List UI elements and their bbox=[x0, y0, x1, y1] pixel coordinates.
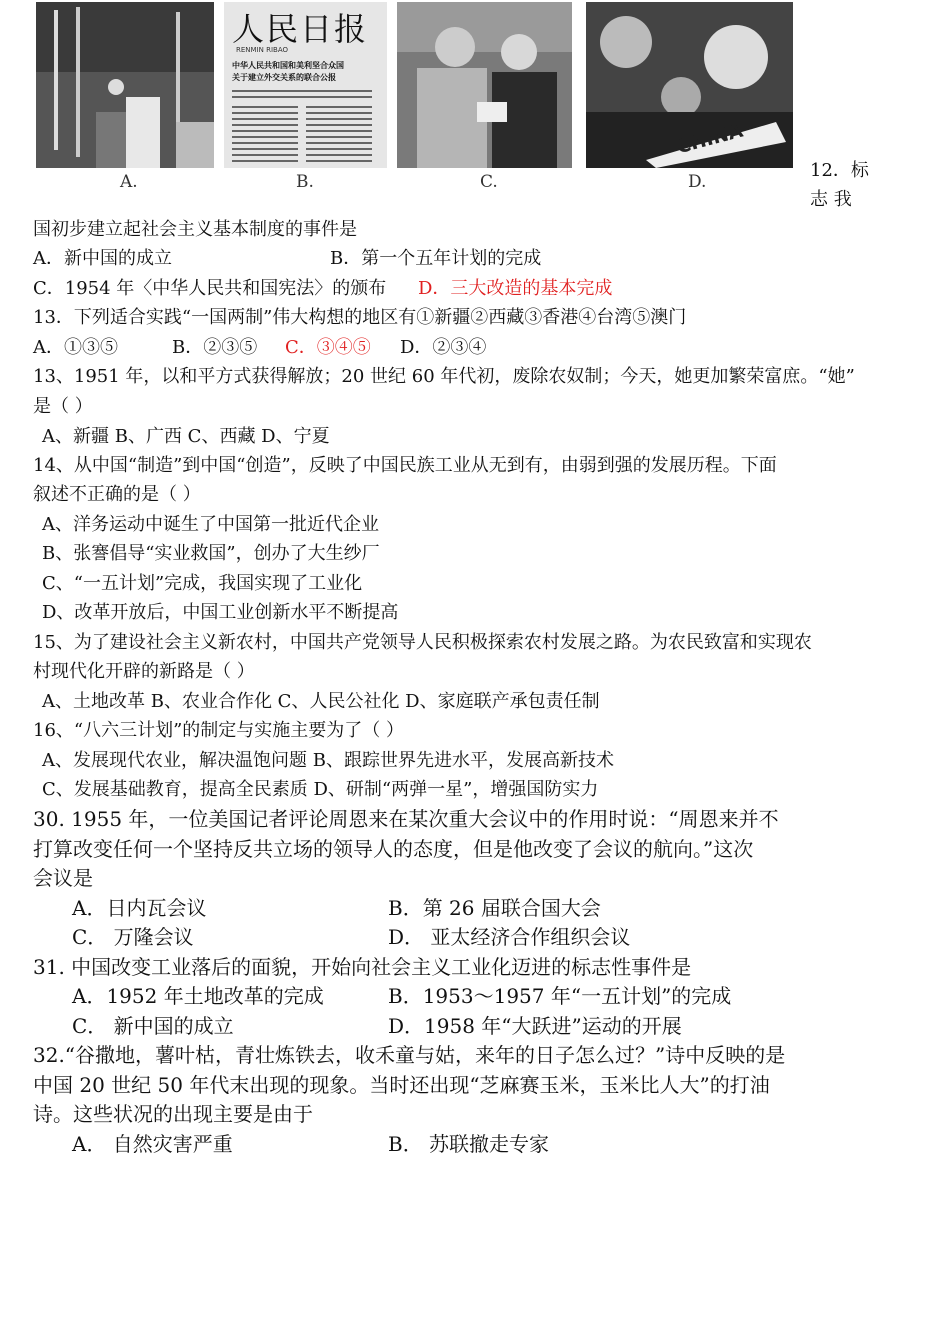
q31-stem: 31. 中国改变工业落后的面貌，开始向社会主义工业化迈进的标志性事件是 bbox=[33, 955, 692, 979]
caption-a: A. bbox=[120, 172, 138, 192]
q30-option-a: A．日内瓦会议 bbox=[72, 896, 207, 920]
q14-stem-1: 14、从中国“制造”到中国“创造”，反映了中国民族工业从无到有，由弱到强的发展历程。下面 bbox=[33, 455, 777, 476]
q12-option-c: C．1954 年〈中华人民共和国宪法〉的颁布 bbox=[33, 278, 387, 299]
photo-b-subtitle: RENMIN RIBAO bbox=[236, 46, 288, 54]
photo-b bbox=[224, 2, 387, 168]
q14-stem-2: 叙述不正确的是（ ） bbox=[33, 484, 201, 505]
q13a-option-a: A．①③⑤ bbox=[33, 337, 118, 358]
q13b-options: A、新疆 B、广西 C、西藏 D、宁夏 bbox=[42, 426, 330, 447]
photo-b-headline-2: 关于建立外交关系的联合公报 bbox=[232, 72, 336, 82]
q13a-option-b: B．②③⑤ bbox=[172, 337, 258, 358]
q31-option-a: A．1952 年土地改革的完成 bbox=[72, 984, 324, 1008]
q13b-stem-2: 是（ ） bbox=[33, 396, 93, 417]
q12-stem: 国初步建立起社会主义基本制度的事件是 bbox=[33, 219, 357, 240]
q32-stem-3: 诗。这些状况的出现主要是由于 bbox=[33, 1102, 313, 1126]
q13b-stem-1: 13、1951 年，以和平方式获得解放；20 世纪 60 年代初，废除农奴制；今天，她更加繁荣富庶。“她” bbox=[33, 366, 855, 387]
q12-number-cont: 志 我 bbox=[810, 189, 852, 210]
q15-options: A、土地改革 B、农业合作化 C、人民公社化 D、家庭联产承包责任制 bbox=[42, 691, 600, 712]
q12-option-b: B．第一个五年计划的完成 bbox=[330, 248, 542, 269]
q12-option-a: A．新中国的成立 bbox=[33, 248, 172, 269]
q15-stem-1: 15、为了建设社会主义新农村，中国共产党领导人民积极探索农村发展之路。为农民致富和实现农 bbox=[33, 632, 812, 653]
photo-d bbox=[586, 2, 793, 168]
q30-stem-1: 30. 1955 年，一位美国记者评论周恩来在某次重大会议中的作用时说：“周恩来并不 bbox=[33, 807, 779, 831]
photo-a-image bbox=[36, 2, 214, 168]
q31-option-b: B．1953～1957 年“一五计划”的完成 bbox=[388, 984, 732, 1008]
q32-stem-1: 32.“谷撒地，薯叶枯，青壮炼铁去，收禾童与姑，来年的日子怎么过？”诗中反映的是 bbox=[33, 1043, 786, 1067]
q32-stem-2: 中国 20 世纪 50 年代末出现的现象。当时还出现“芝麻赛玉米，玉米比人大”的打油 bbox=[33, 1073, 770, 1097]
q16-options-cd: C、发展基础教育，提高全民素质 D、研制“两弹一星”，增强国防实力 bbox=[42, 779, 599, 800]
photo-b-text-block bbox=[224, 82, 387, 168]
q15-stem-2: 村现代化开辟的新路是（ ） bbox=[33, 661, 255, 682]
q30-option-b: B．第 26 届联合国大会 bbox=[388, 896, 601, 920]
q30-option-c: C． 万隆会议 bbox=[72, 925, 194, 949]
q30-stem-2: 打算改变任何一个坚持反共立场的领导人的态度，但是他改变了会议的航向。”这次 bbox=[33, 837, 754, 861]
photo-c-image bbox=[397, 2, 572, 168]
q14-option-c: C、“一五计划”完成，我国实现了工业化 bbox=[42, 573, 363, 594]
q13a-option-c: C．③④⑤ bbox=[285, 337, 371, 358]
q30-stem-3: 会议是 bbox=[33, 866, 93, 890]
q14-option-a: A、洋务运动中诞生了中国第一批近代企业 bbox=[42, 514, 379, 535]
q16-options-ab: A、发展现代农业，解决温饱问题 B、跟踪世界先进水平，发展高新技术 bbox=[42, 750, 614, 771]
q13a-option-d: D．②③④ bbox=[400, 337, 487, 358]
q13a-stem: 13．下列适合实践“一国两制”伟大构想的地区有①新疆②西藏③香港④台湾⑤澳门 bbox=[33, 307, 687, 328]
caption-d: D. bbox=[688, 172, 707, 192]
q16-stem: 16、“八六三计划”的制定与实施主要为了（ ） bbox=[33, 720, 405, 741]
photo-c bbox=[397, 2, 572, 168]
q14-option-b: B、张謇倡导“实业救国”，创办了大生纱厂 bbox=[42, 543, 380, 564]
q14-option-d: D、改革开放后，中国工业创新水平不断提高 bbox=[42, 602, 399, 623]
q12-number: 12．标 bbox=[810, 160, 869, 181]
caption-b: B. bbox=[296, 172, 314, 192]
photo-d-china-sign: CHINA bbox=[674, 119, 746, 159]
q31-option-c: C． 新中国的成立 bbox=[72, 1014, 234, 1038]
photo-b-headline-1: 中华人民共和国和美利坚合众国 bbox=[232, 60, 344, 70]
q31-option-d: D．1958 年“大跃进”运动的开展 bbox=[388, 1014, 682, 1038]
q32-option-b: B． 苏联撤走专家 bbox=[388, 1132, 550, 1156]
photo-a bbox=[36, 2, 214, 168]
q32-option-a: A． 自然灾害严重 bbox=[72, 1132, 233, 1156]
caption-c: C. bbox=[480, 172, 498, 192]
q12-option-d: D．三大改造的基本完成 bbox=[418, 278, 613, 299]
q30-option-d: D． 亚太经济合作组织会议 bbox=[388, 925, 631, 949]
photo-b-masthead: 人民日报 bbox=[232, 10, 369, 48]
